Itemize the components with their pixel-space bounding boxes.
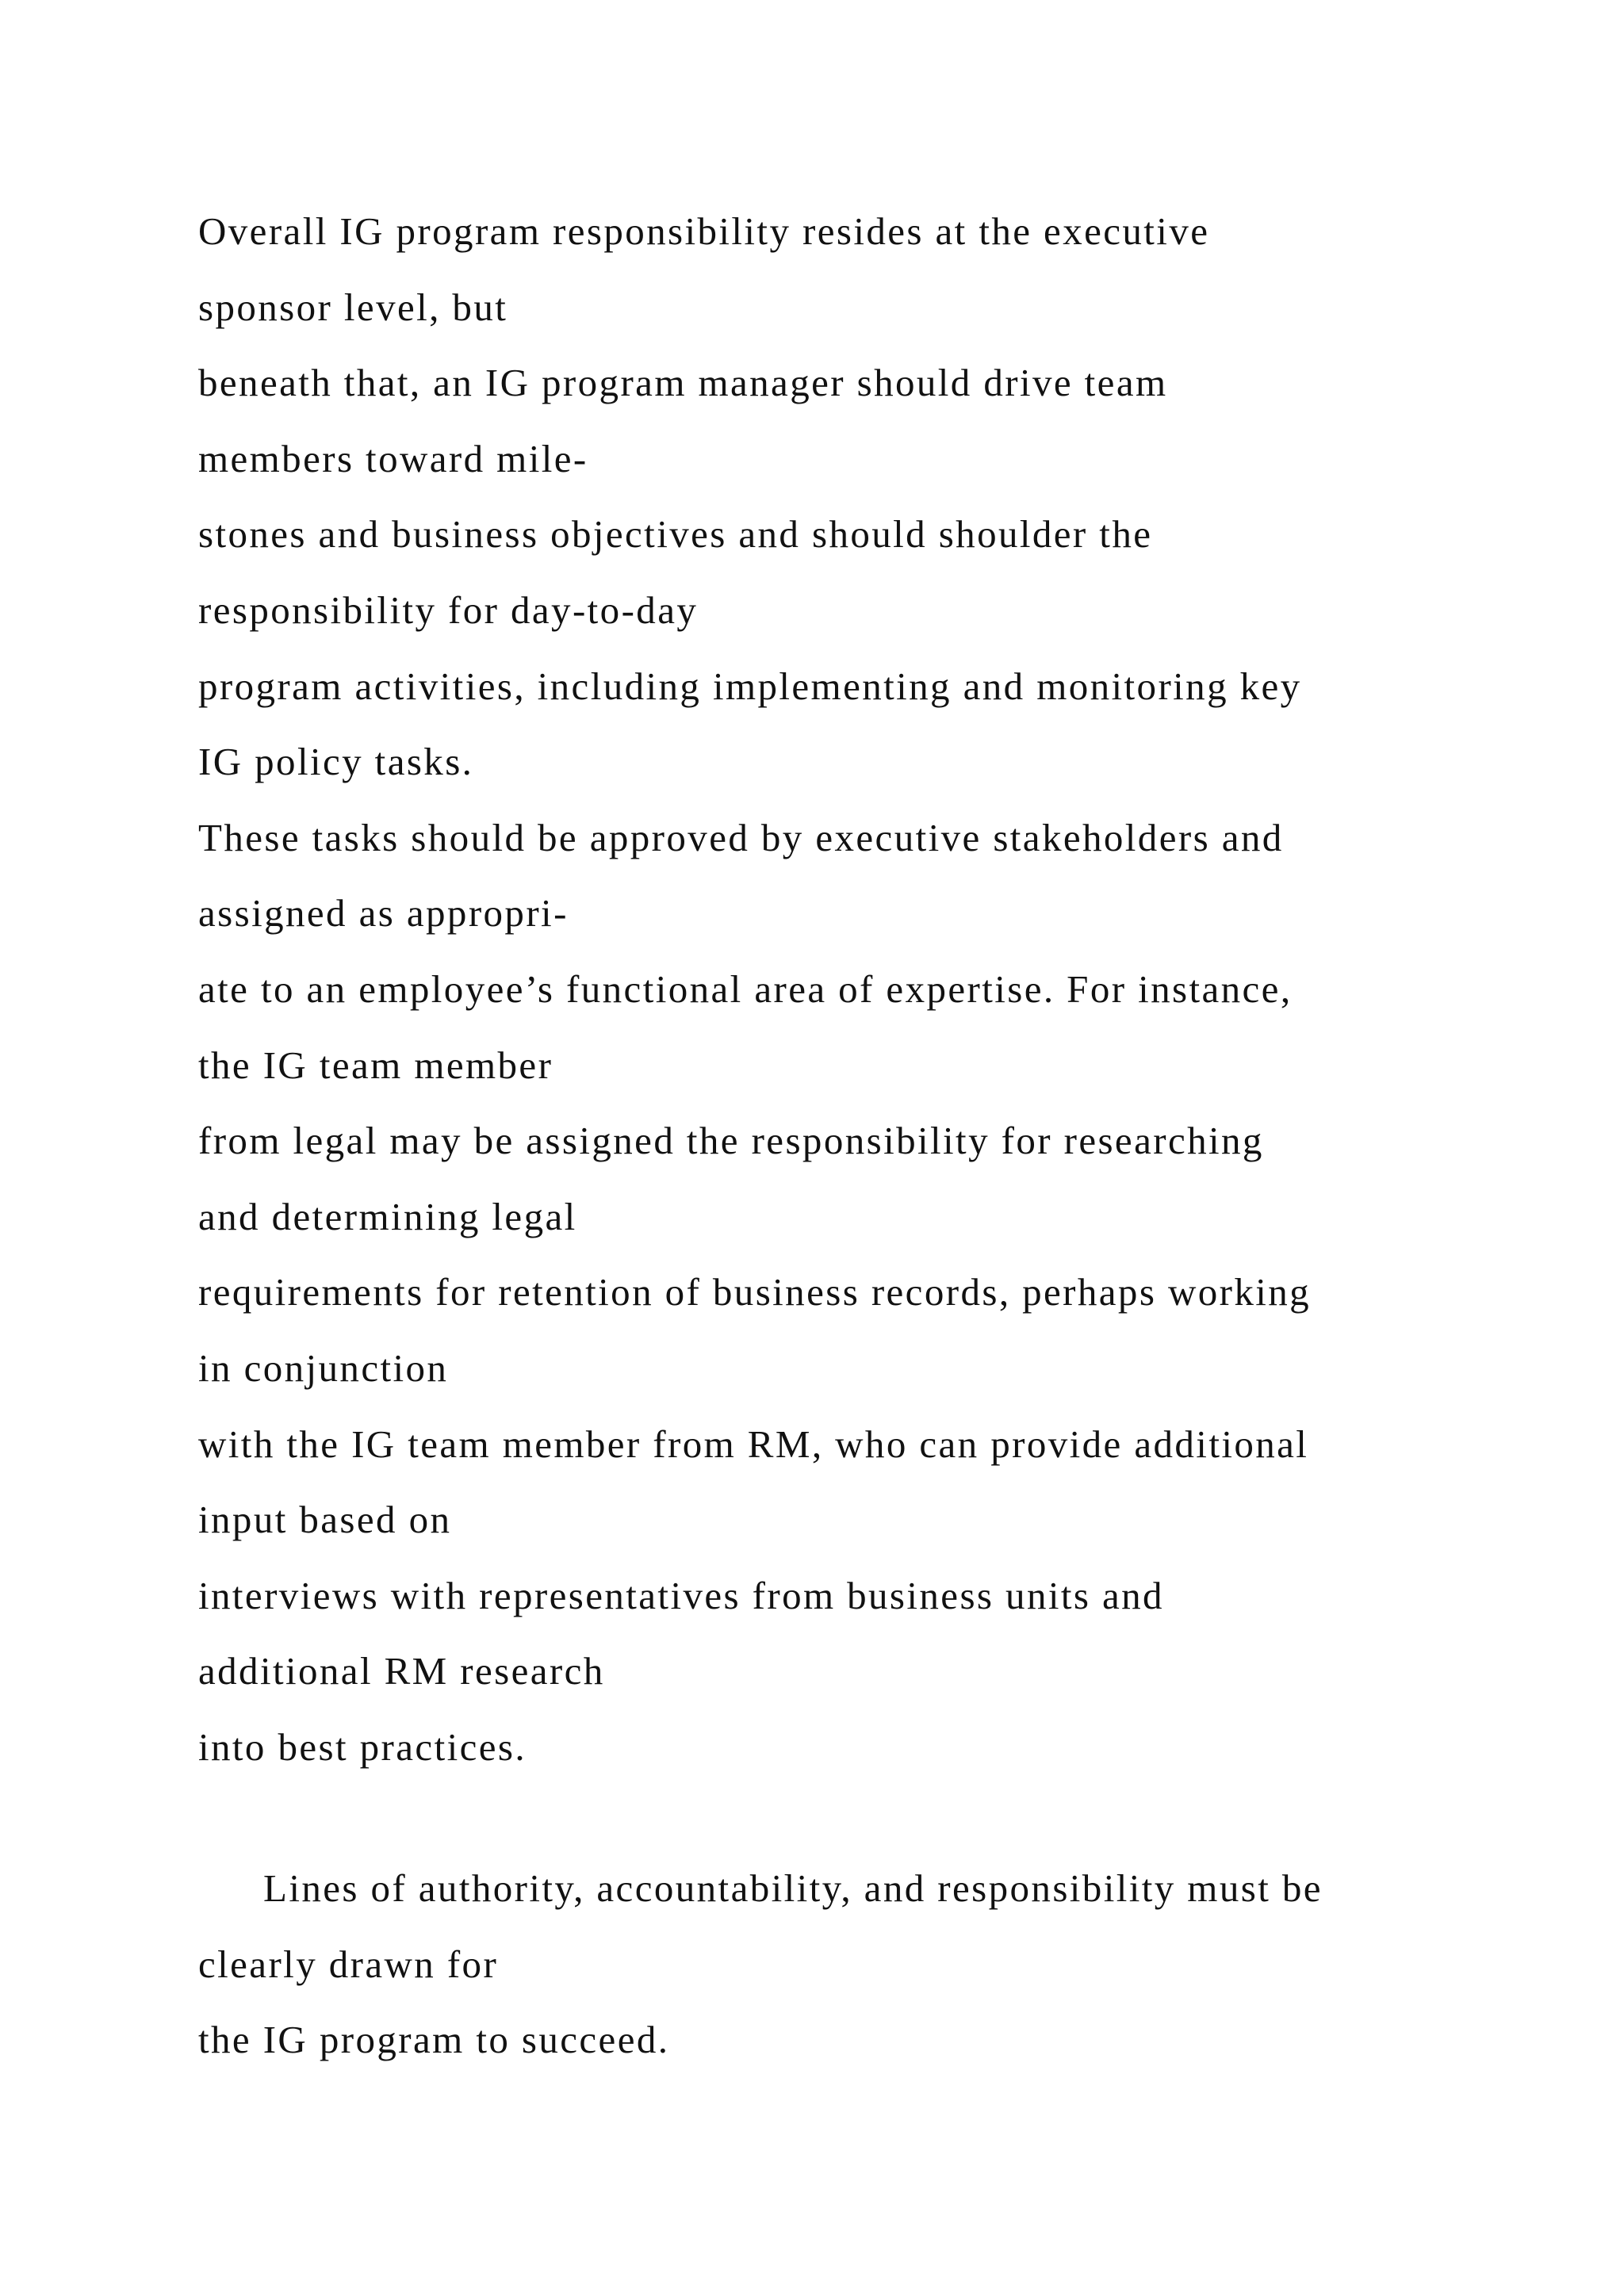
text-line: the IG program to succeed.	[198, 2018, 670, 2062]
text-line: the IG team member	[198, 1043, 553, 1087]
text-line: sponsor level, but	[198, 285, 508, 329]
text-line: program activities, including implementing and monitoring key	[198, 664, 1302, 708]
text-line: into best practices.	[198, 1724, 527, 1769]
text-line: clearly drawn for	[198, 1942, 499, 1986]
text-line: Overall IG program responsibility resides at the executive	[198, 209, 1210, 253]
text-line: These tasks should be approved by executive stakeholders and	[198, 815, 1284, 859]
text-line: ate to an employee’s functional area of expertise. For instance,	[198, 966, 1293, 1011]
paragraph-ig-responsibility	[198, 193, 1311, 1785]
text-line: additional RM research	[198, 1649, 605, 1693]
text-line: input based on	[198, 1498, 452, 1542]
text-line: requirements for retention of business records, perhaps working	[198, 1270, 1312, 1314]
text-line: IG policy tasks.	[198, 740, 474, 784]
text-line: members toward mile-	[198, 436, 588, 480]
text-line: in conjunction	[198, 1345, 449, 1390]
paragraph-lines-of-authority	[198, 1850, 1323, 2078]
text-line: beneath that, an IG program manager should drive team	[198, 361, 1168, 405]
text-line: with the IG team member from RM, who can provide additional	[198, 1422, 1309, 1466]
text-line: responsibility for day-to-day	[198, 587, 699, 632]
text-line: Lines of authority, accountability, and responsibility must be	[263, 1866, 1323, 1910]
text-line: interviews with representatives from business units and	[198, 1573, 1164, 1617]
text-line: stones and business objectives and should shoulder the	[198, 512, 1153, 557]
text-line: from legal may be assigned the responsibility for researching	[198, 1119, 1264, 1163]
text-line: and determining legal	[198, 1194, 577, 1238]
text-line: assigned as appropri-	[198, 891, 569, 936]
